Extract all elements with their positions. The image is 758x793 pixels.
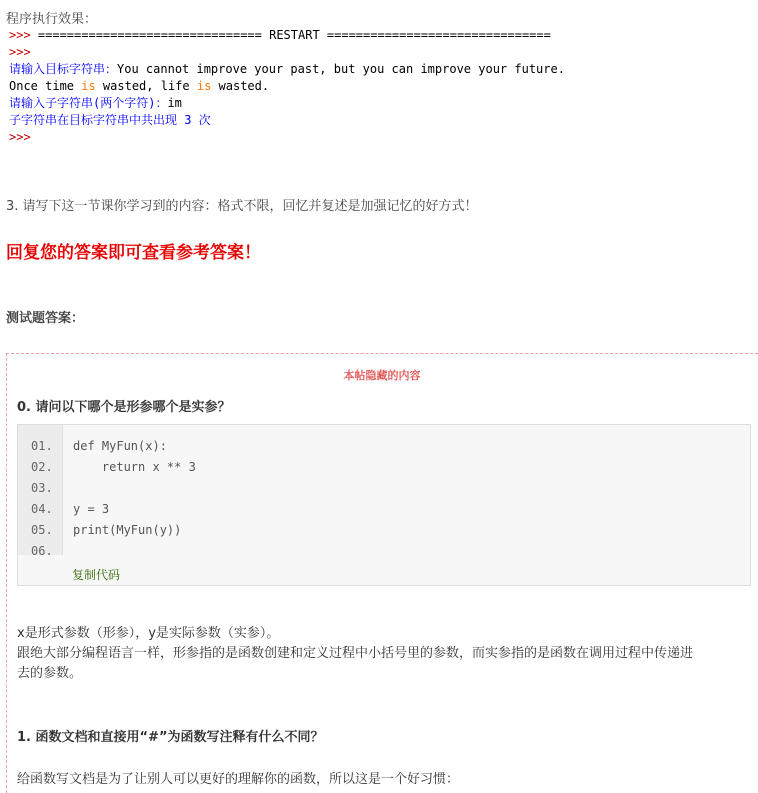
shell-input-label: 请输入目标字符串： [9,62,118,76]
shell-prompt: >>> [9,45,31,59]
shell-keyword: is [196,79,212,93]
code-line: return x ** 3 [73,460,196,474]
shell-prompt: >>> [9,28,31,42]
shell-line-7 [9,129,31,145]
shell-prompt: >>> [9,130,31,144]
shell-line-6: 子字符串在目标字符串中共出现 3 次 [9,113,211,127]
restart-text: =============================== RESTART =============================== [30,28,551,42]
shell-restart-line [9,27,551,43]
code-line: y = 3 [73,502,110,516]
question-3: 3. 请写下这一节课你学习到的内容：格式不限，回忆并复述是加强记忆的好方式！ [6,199,478,214]
code-line: def MyFun(x): [73,439,167,453]
shell-input-label: 请输入子字符串(两个字符)： [9,96,168,110]
intro-label: 程序执行效果： [6,12,98,27]
hidden-content-title: 本帖隐藏的内容 [343,369,421,382]
question-0: 0. 请问以下哪个是形参哪个是实参？ [17,400,231,415]
copy-code-link[interactable]: 复制代码 [72,568,121,582]
line-number: 05. [31,523,53,537]
shell-input-value: im [167,96,182,110]
line-number: 02. [31,460,53,474]
line-number: 04. [31,502,53,516]
answer-1-line-1: 给函数写文档是为了让别人可以更好的理解你的函数，所以这是一个好习惯： [17,772,460,787]
answer-0-line-3: 去的参数。 [17,666,83,681]
line-number: 06. [31,544,53,558]
line-number: 03. [31,481,53,495]
shell-text: wasted. [211,79,270,93]
shell-line-2 [9,44,31,60]
shell-text: wasted, life [95,79,197,93]
reply-notice: 回复您的答案即可查看参考答案！ [6,243,261,263]
code-block [17,424,751,586]
shell-line-5 [9,95,182,111]
code-gutter [18,425,63,558]
answers-heading: 测试题答案： [6,311,85,326]
line-number: 01. [31,439,53,453]
code-line: print(MyFun(y)) [73,523,182,537]
shell-input-value: You cannot improve your past, but you can improve your future. [117,62,565,76]
shell-text: Once time [9,79,82,93]
shell-line-4 [9,78,269,94]
shell-keyword: is [81,79,96,93]
question-1: 1. 函数文档和直接用“#”为函数写注释有什么不同？ [17,730,324,745]
answer-0-line-2: 跟绝大部分编程语言一样，形参指的是函数创建和定义过程中小括号里的参数，而实参指的是函数在调用过程中传递进 [17,646,694,661]
answer-0-line-1: x是形式参数（形参），y是实际参数（实参）。 [17,626,280,641]
shell-line-3 [9,61,565,77]
